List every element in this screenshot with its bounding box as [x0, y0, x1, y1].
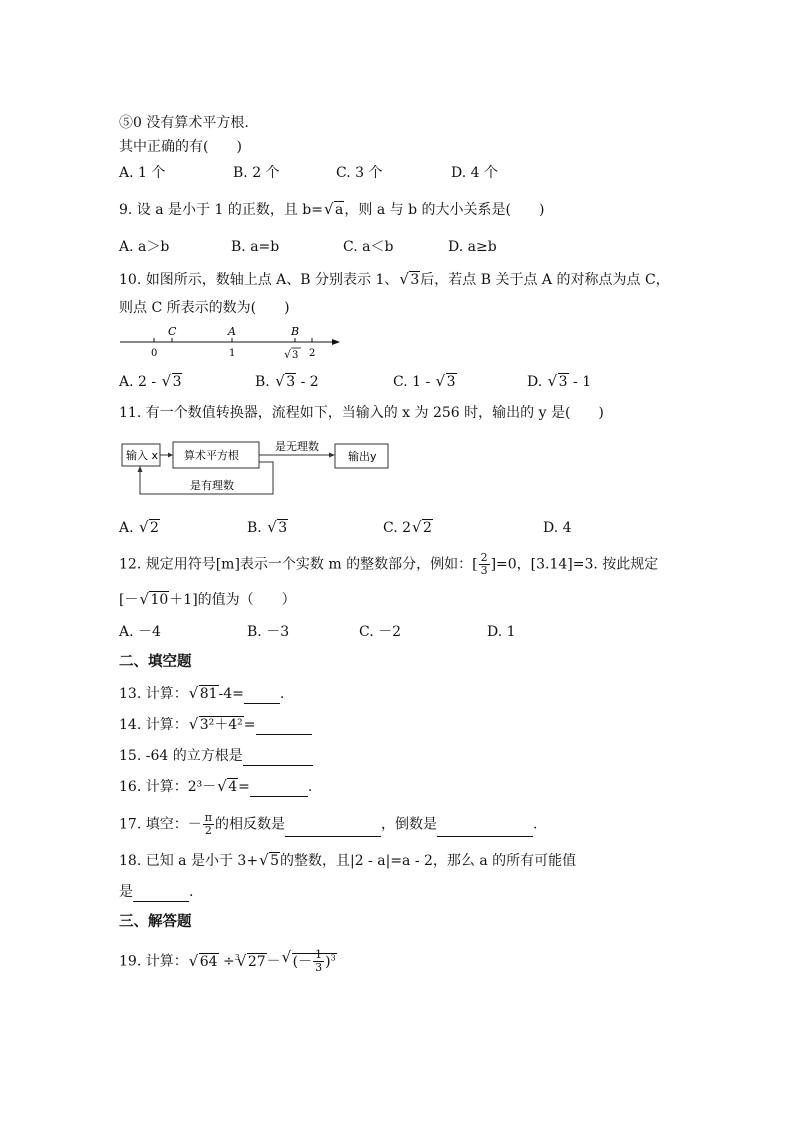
answer-blank[interactable]: [133, 887, 189, 902]
q12-line2-post: ＋1]的值为（ ）: [169, 592, 296, 608]
q11-option-a-pre: A.: [119, 520, 139, 536]
q9-text-pre: 9. 设 a 是小于 1 的正数，且 b=: [119, 202, 324, 218]
q11-option-b: [247, 518, 288, 538]
fraction-numerator: 2: [480, 551, 488, 564]
q10-option-c: [393, 372, 457, 392]
fraction-numerator: π: [204, 811, 212, 824]
sqrt-radicand: 2: [423, 520, 432, 536]
arrow-right-icon: [332, 339, 340, 345]
q14-text-post: =: [243, 717, 256, 733]
sqrt-3: [275, 372, 296, 392]
q9-stem: [119, 200, 544, 220]
q12-option-b: B. －3: [247, 624, 290, 640]
q17-text-mid2: ，倒数是: [380, 816, 437, 833]
q9-option-c: C. a＜b: [343, 239, 394, 255]
sqrt-10: [139, 590, 169, 610]
q17-text-end: .: [532, 816, 538, 833]
q10-text-post: 后，若点 B 关于点 A 的对称点为点 C，: [420, 272, 670, 288]
q16-text-end: .: [307, 779, 313, 795]
q18: [119, 851, 576, 871]
sqrt-radicand: 3: [558, 374, 568, 390]
sqrt-radicand: 81: [199, 686, 218, 702]
sqrt-2: [139, 518, 160, 538]
sqrt-4: [217, 777, 238, 797]
q8-stem: 其中正确的有( ): [119, 139, 242, 155]
q13-text-pre: 13. 计算：: [119, 686, 188, 702]
q19-minus: －: [266, 953, 281, 970]
q12-text-post: ]=0，[3.14]=3. 按此规定: [490, 556, 659, 573]
q15: [119, 746, 313, 766]
sqrt-3: [267, 518, 288, 538]
q10-option-d-post: - 1: [568, 374, 592, 390]
sqrt-radicand: [292, 948, 337, 975]
q18-text-post: 的整数，且|2 - a|=a - 2，那么 a 的所有可能值: [279, 853, 577, 869]
flowchart-figure: [118, 436, 398, 500]
q10-option-a: [119, 372, 182, 392]
q18-line2-text: 是: [119, 884, 133, 900]
q11-option-c-pre: C. 2: [383, 520, 412, 536]
rational-label: 是有理数: [190, 479, 234, 492]
sqrt-radicand: 64: [199, 953, 218, 970]
q18-text-pre: 18. 已知 a 是小于 3+: [119, 853, 259, 869]
q12-stem: [119, 552, 658, 577]
q9-option-d: D. a≥b: [448, 239, 497, 255]
q13-text-post: -4=: [218, 686, 244, 702]
q11-option-d: D. 4: [543, 520, 572, 536]
sqrt-fraction-cubed: [282, 948, 337, 974]
q13-text-end: .: [279, 686, 285, 702]
arrow-up-icon: [138, 466, 143, 472]
q19-divide: ÷: [218, 953, 235, 970]
sqrt-3: [436, 372, 457, 392]
label-b: B: [291, 325, 300, 338]
sqrt-radicand: 3: [446, 374, 456, 390]
label-c: C: [168, 325, 177, 338]
q15-text: 15. -64 的立方根是: [119, 748, 243, 764]
q12-option-d: D. 1: [487, 624, 516, 640]
arrow-head-icon: [168, 453, 173, 458]
answer-blank[interactable]: [256, 720, 312, 735]
q10-text-pre: 10. 如图所示，数轴上点 A、B 分别表示 1、: [119, 272, 399, 288]
irrational-label: 是无理数: [275, 440, 319, 453]
q9-option-b: B. a=b: [231, 239, 280, 255]
q17-text-mid: 的相反数是: [214, 816, 285, 833]
cube-root-index: 3: [234, 953, 240, 962]
sqrt-radicand: 3: [410, 272, 420, 288]
q10-option-b-pre: B.: [255, 374, 275, 390]
q10-stem: [119, 270, 670, 290]
process-label: 算术平方根: [184, 449, 239, 462]
q14-text-pre: 14. 计算：: [119, 717, 188, 733]
fraction-numerator: 1: [315, 948, 323, 962]
sqrt-sum-squares: [189, 715, 244, 735]
q10-option-a-pre: A. 2 -: [119, 374, 161, 390]
exponent: 3: [330, 953, 336, 962]
q8-option-c: C. 3 个: [336, 165, 383, 181]
sqrt-64: [189, 952, 219, 972]
sqrt-5: [259, 851, 280, 871]
answer-blank[interactable]: [250, 782, 308, 797]
q10-option-b-post: - 2: [296, 374, 319, 390]
q18-text-end: .: [189, 884, 194, 900]
sqrt-3: [548, 372, 569, 392]
section-heading-solve: 三、解答题: [119, 914, 192, 930]
sqrt-3: [162, 372, 183, 392]
label-1: 1: [229, 348, 236, 359]
sqrt-radicand: 10: [150, 592, 169, 608]
label-0: 0: [151, 348, 158, 359]
q13: [119, 684, 284, 704]
input-label: 输入 x: [126, 449, 159, 462]
sqrt-radicand: a: [335, 202, 344, 218]
fraction-denominator: 3: [315, 961, 323, 975]
sqrt-symbol: √: [284, 348, 292, 361]
q18-line2: [119, 882, 193, 902]
label-sqrt3: 3: [292, 350, 299, 361]
q16: [119, 777, 312, 797]
q12-text-pre: 12. 规定用符号[m]表示一个实数 m 的整数部分，例如：[: [119, 556, 478, 573]
q9-text-post: ，则 a 与 b 的大小关系是( ): [344, 202, 545, 218]
q8-option-a: A. 1 个: [119, 165, 166, 181]
q19-left-paren: (－: [292, 953, 313, 970]
sqrt-81: [189, 684, 219, 704]
sqrt-radicand: 3: [286, 374, 296, 390]
fraction-2-3: [479, 552, 490, 577]
q19-text-pre: 19. 计算：: [119, 953, 188, 970]
q10-option-c-pre: C. 1 -: [393, 374, 435, 390]
statement-5: ⑤0 没有算术平方根.: [119, 115, 249, 131]
cube-root-27: [234, 952, 267, 972]
q9-option-a: A. a＞b: [119, 239, 170, 255]
sqrt-3: [399, 270, 420, 290]
q11-option-c: [383, 518, 433, 538]
q14: [119, 715, 312, 735]
q12-stem-line2: [119, 590, 296, 610]
sqrt-radicand: 4: [228, 779, 238, 795]
fraction-denominator: 2: [204, 824, 212, 837]
q10-option-d-pre: D.: [527, 374, 547, 390]
sqrt-radicand: 27: [247, 953, 266, 970]
arrow-head-icon: [329, 453, 335, 458]
section-heading-fill-blank: 二、填空题: [119, 654, 192, 670]
answer-blank[interactable]: [243, 751, 313, 766]
answer-blank[interactable]: [285, 822, 381, 837]
q17: [119, 812, 537, 837]
sqrt-radicand: 2: [150, 520, 159, 536]
sqrt-a: [324, 200, 344, 220]
sqrt-2: [412, 518, 433, 538]
label-a: A: [228, 325, 236, 338]
label-2: 2: [309, 348, 316, 359]
number-line-figure: [118, 322, 348, 364]
q11-stem: 11. 有一个数值转换器，流程如下，当输入的 x 为 256 时，输出的 y 是( ): [119, 405, 604, 421]
q8-option-d: D. 4 个: [451, 165, 498, 181]
q19: [119, 948, 337, 974]
q11-option-b-pre: B.: [247, 520, 267, 536]
q12-line2-pre: [－: [119, 592, 139, 608]
q12-option-c: C. －2: [359, 624, 402, 640]
q10-stem-line2: 则点 C 所表示的数为( ): [119, 300, 290, 316]
q10-option-b: [255, 372, 319, 392]
answer-blank[interactable]: [437, 822, 533, 837]
sqrt-radicand: 3: [278, 520, 288, 536]
q16-text-post: =: [238, 779, 250, 795]
sqrt-radicand: 5: [270, 853, 279, 869]
fraction-denominator: 3: [480, 564, 488, 577]
output-label: 输出y: [348, 450, 377, 463]
fraction-pi-2: [203, 812, 214, 837]
q12-option-a: A. －4: [119, 624, 161, 640]
q19-right-paren: ): [325, 953, 331, 970]
q8-option-b: B. 2 个: [233, 165, 280, 181]
answer-blank[interactable]: [244, 689, 280, 704]
sqrt-radicand: 3: [172, 374, 182, 390]
q11-option-a: [119, 518, 160, 538]
sqrt-radicand: 3²＋4²: [199, 717, 243, 733]
fraction-1-3: [313, 949, 324, 974]
q16-text-pre: 16. 计算：2³－: [119, 779, 217, 795]
q10-option-d: [527, 372, 591, 392]
q17-text-pre: 17. 填空：－: [119, 816, 202, 833]
